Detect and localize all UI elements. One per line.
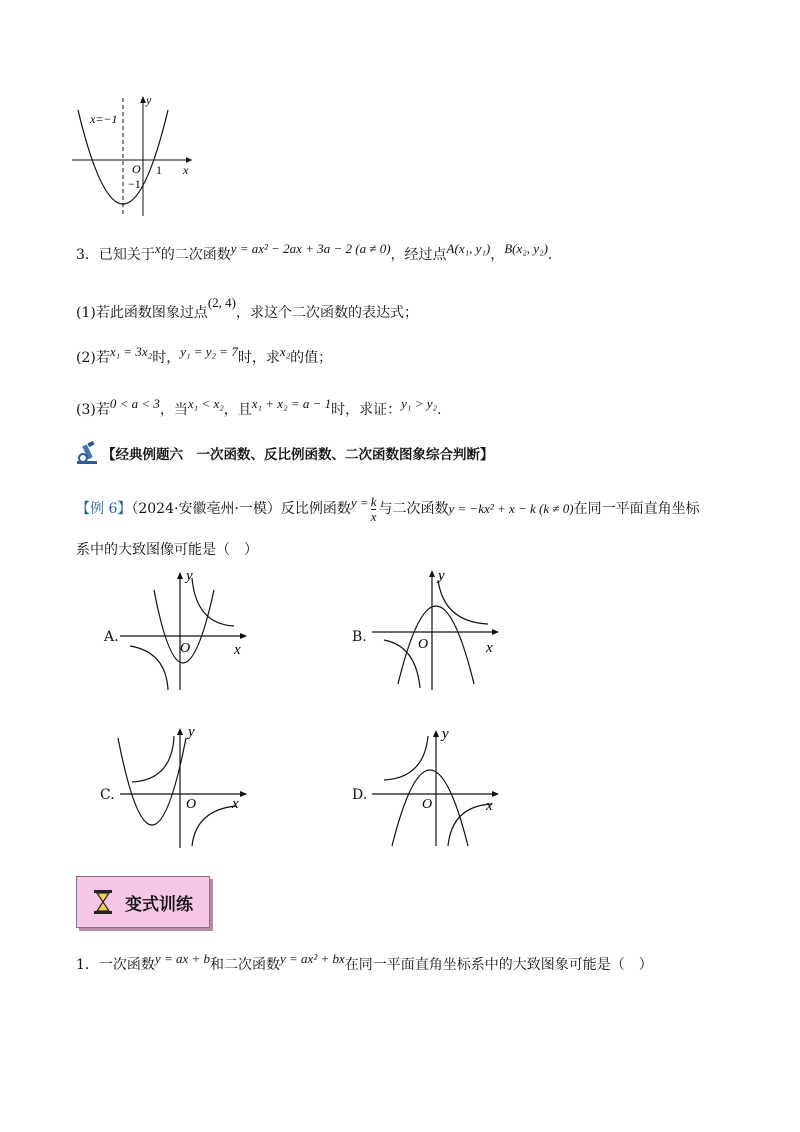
example-func1-lhs: y =	[350, 495, 369, 510]
practice-q1-f2: y = ax² + bx	[280, 951, 345, 966]
p3-pre: (3)若	[76, 402, 110, 418]
q3-end: .	[547, 247, 553, 263]
question-3-part-1	[76, 294, 418, 322]
p3-mid3: 时，求证：	[331, 402, 402, 418]
practice-question-1	[76, 950, 653, 974]
q3-after: ，经过点	[390, 247, 447, 263]
option-a-graph[interactable]	[116, 566, 256, 694]
p1-post: ，求这个二次函数的表达式；	[236, 305, 419, 321]
example-tag: 【例 6】	[76, 501, 132, 517]
p1-point: (2, 4)	[207, 295, 237, 310]
p3-cond1: 0 < a < 3	[109, 396, 160, 411]
question-3-part-3	[76, 395, 441, 419]
option-c-letter[interactable]: C.	[100, 787, 115, 803]
option-b-origin-label: O	[418, 637, 429, 652]
example-func1-den: x	[370, 508, 377, 524]
hourglass-icon	[93, 889, 113, 915]
q3-function: y = ax² − 2ax + 3a − 2 (a ≠ 0)	[230, 241, 391, 256]
practice-q1-pre: 1．一次函数	[76, 957, 155, 973]
example-func2: y = −kx² + x − k (k ≠ 0)	[448, 501, 574, 516]
option-d-graph[interactable]	[368, 724, 508, 852]
option-c-graph[interactable]	[116, 722, 256, 852]
p3-mid1: ，当	[159, 402, 188, 418]
q3-point-a: A(x₁, y₁)	[446, 241, 491, 256]
example-post: 在同一平面直角坐标	[573, 501, 700, 517]
option-d-letter[interactable]: D.	[352, 787, 368, 803]
option-b-y-label: y	[438, 568, 445, 584]
p3-cond2: x₁ < x₂	[187, 396, 224, 411]
practice-badge-title: 变式训练	[125, 894, 193, 915]
question-3-part-2	[76, 343, 332, 367]
p2-mid2: 时，求	[237, 350, 280, 366]
p2-var: x₂	[279, 344, 291, 359]
section-heading: 【经典例题六 一次函数、反比例函数、二次函数图象综合判断】	[102, 447, 494, 463]
question-3-stem	[76, 240, 552, 264]
microscope-icon	[74, 440, 100, 466]
option-c-origin-label: O	[186, 797, 197, 812]
p2-post: 的值；	[290, 350, 333, 366]
parabola-graph	[70, 92, 200, 220]
option-a-y-label: y	[186, 568, 193, 584]
q3-intro2: 的二次函数	[160, 247, 231, 263]
option-c-x-label: x	[232, 796, 239, 812]
example-mid: 与二次函数	[378, 501, 449, 517]
practice-q1-post: 在同一平面直角坐标系中的大致图象可能是（ ）	[344, 957, 653, 973]
option-b-graph[interactable]	[368, 564, 508, 694]
p2-cond2: y₁ = y₂ = 7	[180, 344, 238, 359]
option-b-x-label: x	[486, 640, 493, 656]
practice-q1-f1: y = ax + b	[154, 951, 211, 966]
q3-var-x: x	[154, 241, 161, 256]
option-b-letter[interactable]: B.	[352, 629, 367, 645]
tick-minus-one-label: −1	[128, 177, 141, 191]
option-c-y-label: y	[188, 724, 195, 740]
origin-label: O	[132, 162, 141, 176]
option-d-origin-label: O	[422, 797, 433, 812]
p3-cond3: x₁ + x₂ = a − 1	[251, 396, 332, 411]
example-6-line-1	[76, 494, 700, 524]
option-d-x-label: x	[486, 798, 493, 814]
option-a-letter[interactable]: A.	[104, 629, 119, 645]
practice-q1-mid: 和二次函数	[210, 957, 281, 973]
x-axis-label: x	[183, 163, 189, 177]
option-a-origin-label: O	[180, 641, 191, 656]
p3-mid2: ，且	[223, 402, 252, 418]
y-axis-label: y	[146, 93, 152, 107]
example-6-line-2: 系中的大致图像可能是（ ）	[76, 542, 258, 558]
tick-one-label: 1	[156, 163, 162, 177]
q3-point-b: B(x₂, y₂)	[504, 241, 548, 256]
option-d-y-label: y	[442, 726, 449, 742]
q3-intro: 3．已知关于	[76, 247, 155, 263]
p2-mid1: 时，	[152, 350, 181, 366]
example-source: （2024·安徽亳州·一模）反比例函数	[131, 501, 351, 517]
option-a-x-label: x	[234, 642, 241, 658]
axis-line-label: x=−1	[90, 112, 118, 126]
p3-cond4: y₁ > y₂	[401, 396, 438, 411]
p2-cond1: x₁ = 3x₂	[109, 344, 153, 359]
example-func1-num: k	[370, 493, 377, 509]
p1-pre: (1)若此函数图象过点	[76, 305, 208, 321]
q3-comma: ，	[490, 247, 505, 263]
p3-end: .	[437, 402, 442, 418]
practice-badge	[76, 876, 210, 928]
p2-pre: (2)若	[76, 350, 110, 366]
